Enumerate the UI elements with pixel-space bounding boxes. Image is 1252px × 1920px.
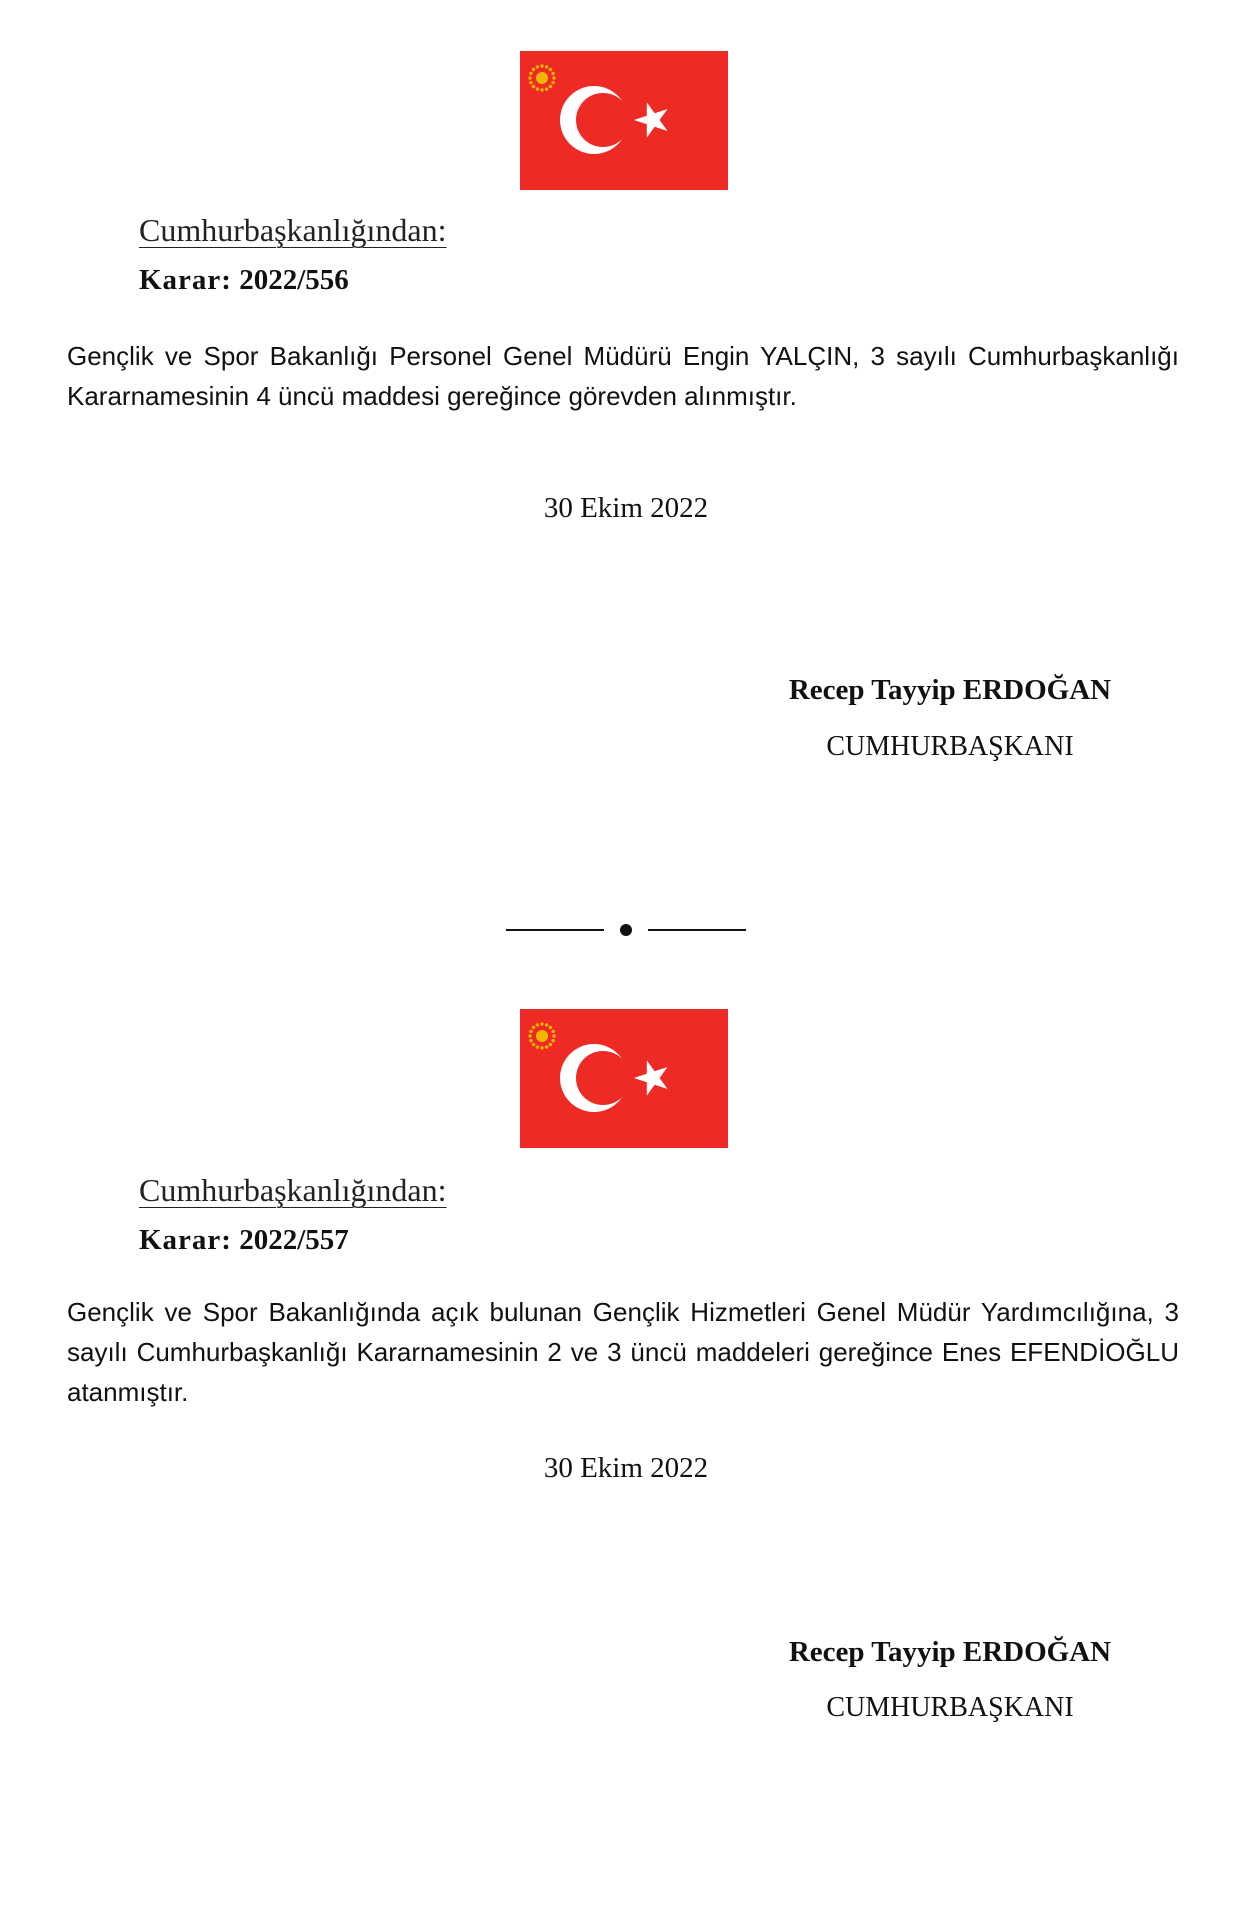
decision-number-line xyxy=(139,1224,349,1257)
decision-number-line xyxy=(139,264,349,297)
flag-emblem-icon xyxy=(520,51,728,190)
decision-body: Gençlik ve Spor Bakanlığında açık bulunan Gençlik Hizmetleri Genel Müdür Yardımcılığına, 3 sayılı Cumhurbaşkanlığı Kararnamesinin 2 ve 3 üncü maddeleri gereğince Enes EFENDİOĞLU atanmıştır. xyxy=(67,1297,1179,1407)
signatory-title: CUMHURBAŞKANI xyxy=(826,1692,1074,1723)
signatory-title: CUMHURBAŞKANI xyxy=(826,731,1074,762)
separator-line-right xyxy=(648,929,746,931)
signatory-name: Recep Tayyip ERDOĞAN xyxy=(788,1636,1112,1668)
issuer-header: Cumhurbaşkanlığından: xyxy=(139,1172,447,1208)
separator-line-left xyxy=(506,929,604,931)
separator-dot-icon xyxy=(620,924,632,936)
decision-body: Gençlik ve Spor Bakanlığı Personel Genel Müdürü Engin YALÇIN, 3 sayılı Cumhurbaşkanlığı Kararnamesinin 4 üncü maddesi gereğince görevden alınmıştır. xyxy=(67,341,1179,411)
presidential-flag xyxy=(520,1009,728,1148)
flag-emblem-icon xyxy=(520,1009,728,1148)
decision-date: 30 Ekim 2022 xyxy=(543,1452,709,1484)
section-separator xyxy=(506,917,746,941)
decision-label: Karar: xyxy=(139,1224,232,1256)
decision-label: Karar: xyxy=(139,264,232,296)
decision-date: 30 Ekim 2022 xyxy=(543,492,709,524)
issuer-header: Cumhurbaşkanlığından: xyxy=(139,212,447,248)
signatory-name: Recep Tayyip ERDOĞAN xyxy=(788,674,1112,706)
decision-number: 2022/556 xyxy=(239,264,349,296)
presidential-flag xyxy=(520,51,728,190)
decision-number: 2022/557 xyxy=(239,1224,349,1256)
